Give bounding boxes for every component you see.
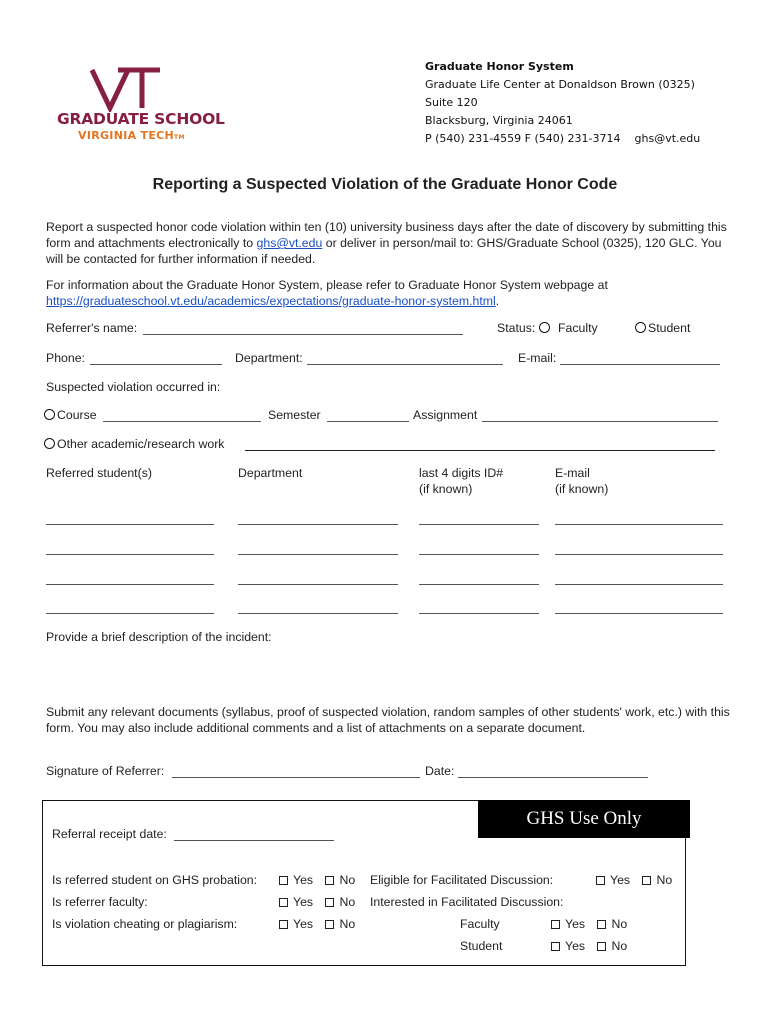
faculty-no-checkbox[interactable] [325,898,334,907]
interested-student-no-checkbox[interactable] [597,942,606,951]
address-contact: P (540) 231-4559 F (540) 231-3714 ghs@vt.edu [425,132,701,145]
date-label: Date: [425,764,455,778]
course-field[interactable] [103,421,261,422]
yes-label: Yes [293,873,314,887]
probation-yes-checkbox[interactable] [279,876,288,885]
no-label: No [339,895,356,909]
interested-student-options [551,939,627,953]
intro-paragraph [46,219,736,267]
intro-text: or deliver in person/mail to: GHS/Graduate School (0325), 120 GLC. You will be contacted for further information if needed. [46,236,722,266]
student-name-field[interactable] [46,554,214,555]
facilitated-no-checkbox[interactable] [642,876,651,885]
q-interested-label: Interested in Facilitated Discussion: [370,895,564,909]
facilitated-options [596,873,672,887]
col-subheader-id: (if known) [419,482,473,496]
status-faculty-label: Faculty [558,321,598,335]
status-student-label: Student [648,321,691,335]
intro-text: Report a suspected honor code violation within ten (10) university business days after the date of discovery by submitting this form and attachments electronically to [46,220,727,250]
status-label: Status: [497,321,536,335]
interested-student-yes-checkbox[interactable] [551,942,560,951]
honor-system-url-link[interactable]: https://graduateschool.vt.edu/academics/expectations/graduate-honor-system.html [46,294,496,308]
student-name-field[interactable] [46,584,214,585]
interested-faculty-options [551,917,627,931]
q-probation-label: Is referred student on GHS probation: [52,873,258,887]
receipt-date-label: Referral receipt date: [52,827,167,841]
phone-label: Phone: [46,351,85,365]
interested-faculty-yes-checkbox[interactable] [551,920,560,929]
cheating-yes-checkbox[interactable] [279,920,288,929]
occurred-in-label: Suspected violation occurred in: [46,380,221,394]
col-header-student: Referred student(s) [46,466,152,480]
address-line: Graduate Life Center at Donaldson Brown (0325) [425,78,695,91]
student-name-field[interactable] [46,524,214,525]
referrer-name-field[interactable] [143,334,463,335]
semester-field[interactable] [327,421,409,422]
col-header-email: E-mail [555,466,590,480]
other-work-radio[interactable] [44,438,55,449]
logo-university-text [78,129,185,142]
department-label: Department: [235,351,303,365]
info-paragraph [46,277,736,309]
yes-label: Yes [293,895,314,909]
submit-note: Submit any relevant documents (syllabus, proof of suspected violation, random samples of other students' work, etc.) with this form. You may also include additional comments and a list of attachments on a separate document. [46,705,730,735]
q-facilitated-label: Eligible for Facilitated Discussion: [370,873,554,887]
description-area[interactable] [46,648,726,698]
address-line: Suite 120 [425,96,478,109]
facilitated-yes-checkbox[interactable] [596,876,605,885]
info-text: For information about the Graduate Honor System, please refer to Graduate Honor System webpage at [46,278,608,292]
student-department-field[interactable] [238,584,398,585]
yes-label: Yes [565,917,586,931]
other-work-label: Other academic/research work [57,437,225,451]
no-label: No [656,873,673,887]
no-label: No [611,939,628,953]
form-title: Reporting a Suspected Violation of the Graduate Honor Code [152,176,618,193]
faculty-options [279,895,355,909]
description-label: Provide a brief description of the incident: [46,630,272,644]
phone-field[interactable] [90,364,222,365]
student-email-field[interactable] [555,613,723,614]
no-label: No [339,917,356,931]
interested-faculty-label: Faculty [460,917,500,931]
no-label: No [611,917,628,931]
other-work-field[interactable] [245,450,715,451]
semester-label: Semester [268,408,321,422]
vt-logo-icon [88,66,162,112]
yes-label: Yes [565,939,586,953]
q-faculty-label: Is referrer faculty: [52,895,148,909]
receipt-date-field[interactable] [174,840,334,841]
signature-field[interactable] [172,777,420,778]
info-end: . [495,294,500,308]
no-label: No [339,873,356,887]
address-line: Blacksburg, Virginia 24061 [425,114,573,127]
assignment-field[interactable] [482,421,718,422]
cheating-no-checkbox[interactable] [325,920,334,929]
col-header-department: Department [238,466,303,480]
referrer-name-label: Referrer's name: [46,321,138,335]
student-id-field[interactable] [419,584,539,585]
student-email-field[interactable] [555,524,723,525]
probation-no-checkbox[interactable] [325,876,334,885]
address-title: Graduate Honor System [425,60,574,73]
student-id-field[interactable] [419,554,539,555]
status-faculty-radio[interactable] [539,322,550,333]
assignment-label: Assignment [413,408,478,422]
faculty-yes-checkbox[interactable] [279,898,288,907]
cheating-options [279,917,355,931]
student-department-field[interactable] [238,613,398,614]
course-radio[interactable] [44,409,55,420]
student-email-field[interactable] [555,554,723,555]
yes-label: Yes [610,873,631,887]
email-field[interactable] [560,364,720,365]
email-label: E-mail: [518,351,557,365]
q-cheating-label: Is violation cheating or plagiarism: [52,917,238,931]
ghs-use-only-tag: GHS Use Only [478,800,690,838]
probation-options [279,873,355,887]
student-department-field[interactable] [238,554,398,555]
interested-student-label: Student [460,939,503,953]
department-field[interactable] [307,364,503,365]
course-label: Course [57,408,97,422]
interested-faculty-no-checkbox[interactable] [597,920,606,929]
date-field[interactable] [458,777,648,778]
student-email-field[interactable] [555,584,723,585]
col-subheader-email: (if known) [555,482,609,496]
address-block [425,58,700,148]
logo-university-name: VIRGINIA TECH [78,129,175,142]
student-department-field[interactable] [238,524,398,525]
logo-school-text: GRADUATE SCHOOL [57,110,225,128]
ghs-email-link[interactable]: ghs@vt.edu [256,236,323,250]
status-student-radio[interactable] [635,322,646,333]
student-id-field[interactable] [419,524,539,525]
col-header-id: last 4 digits ID# [419,466,504,480]
logo-tm: TM [174,134,185,141]
student-name-field[interactable] [46,613,214,614]
yes-label: Yes [293,917,314,931]
student-id-field[interactable] [419,613,539,614]
signature-label: Signature of Referrer: [46,764,165,778]
